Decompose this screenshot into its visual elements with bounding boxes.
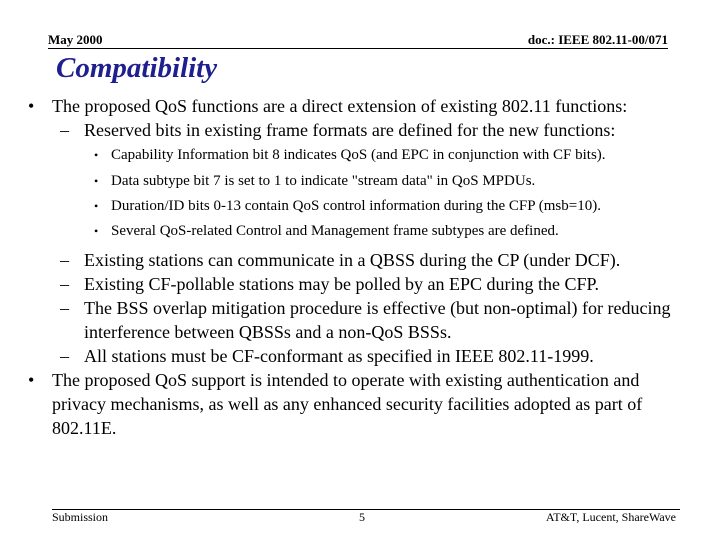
bullet-item <box>0 368 720 440</box>
detail-text: Several QoS-related Control and Management frame subtypes are defined. <box>111 223 559 239</box>
sub-bullet-item <box>0 118 720 142</box>
detail-text: Data subtype bit 7 is set to 1 to indicate "stream data" in QoS MPDUs. <box>111 173 536 189</box>
sub-bullet-item <box>0 296 720 344</box>
bullet-marker: • <box>94 174 99 188</box>
header-date: May 2000 <box>48 32 103 47</box>
bullet-marker: • <box>28 96 35 116</box>
sub-bullet-item <box>0 272 720 296</box>
bullet-marker: • <box>28 370 35 390</box>
detail-item <box>0 219 720 244</box>
footer-authors: AT&T, Lucent, ShareWave <box>545 510 676 524</box>
detail-text: Duration/ID bits 0-13 contain QoS control information during the CFP (msb=10). <box>111 198 601 214</box>
header-divider <box>48 48 668 49</box>
sub-bullet-text: Existing stations can communicate in a QBSS during the CP (under DCF). <box>84 250 621 270</box>
sub-bullet-text: All stations must be CF-conformant as specified in IEEE 802.11-1999. <box>84 346 594 366</box>
dash-marker: – <box>60 346 69 366</box>
footer-page-number: 5 <box>359 510 365 524</box>
detail-item <box>0 169 720 194</box>
detail-list <box>0 145 720 244</box>
bullet-text: The proposed QoS support is intended to operate with existing authentication and privacy mechanisms, as well as any enhanced security facilities adopted as part of 802.11E. <box>52 370 643 438</box>
footer-submission: Submission <box>52 510 109 524</box>
bullet-item <box>0 94 720 118</box>
slide-body <box>0 94 720 440</box>
bullet-marker: • <box>94 148 99 162</box>
header-doc-id: doc.: IEEE 802.11-00/071 <box>527 32 668 47</box>
dash-marker: – <box>60 298 69 318</box>
bullet-marker: • <box>94 224 99 238</box>
bullet-marker: • <box>94 199 99 213</box>
sub-bullet-text: The BSS overlap mitigation procedure is effective (but non-optimal) for reducing interference between QBSSs and a non-QoS BSSs. <box>84 298 671 342</box>
slide-title: Compatibility <box>56 52 218 84</box>
sub-bullet-text: Existing CF-pollable stations may be polled by an EPC during the CFP. <box>84 274 599 294</box>
dash-marker: – <box>60 250 69 270</box>
detail-item <box>0 145 720 166</box>
detail-item <box>0 194 720 219</box>
sub-bullet-text: Reserved bits in existing frame formats are defined for the new functions: <box>84 120 616 140</box>
sub-bullet-item <box>0 248 720 272</box>
dash-marker: – <box>60 274 69 294</box>
detail-text: Capability Information bit 8 indicates QoS (and EPC in conjunction with CF bits). <box>111 147 606 163</box>
bullet-text: The proposed QoS functions are a direct extension of existing 802.11 functions: <box>52 96 628 116</box>
sub-bullet-item <box>0 344 720 368</box>
dash-marker: – <box>60 120 69 140</box>
